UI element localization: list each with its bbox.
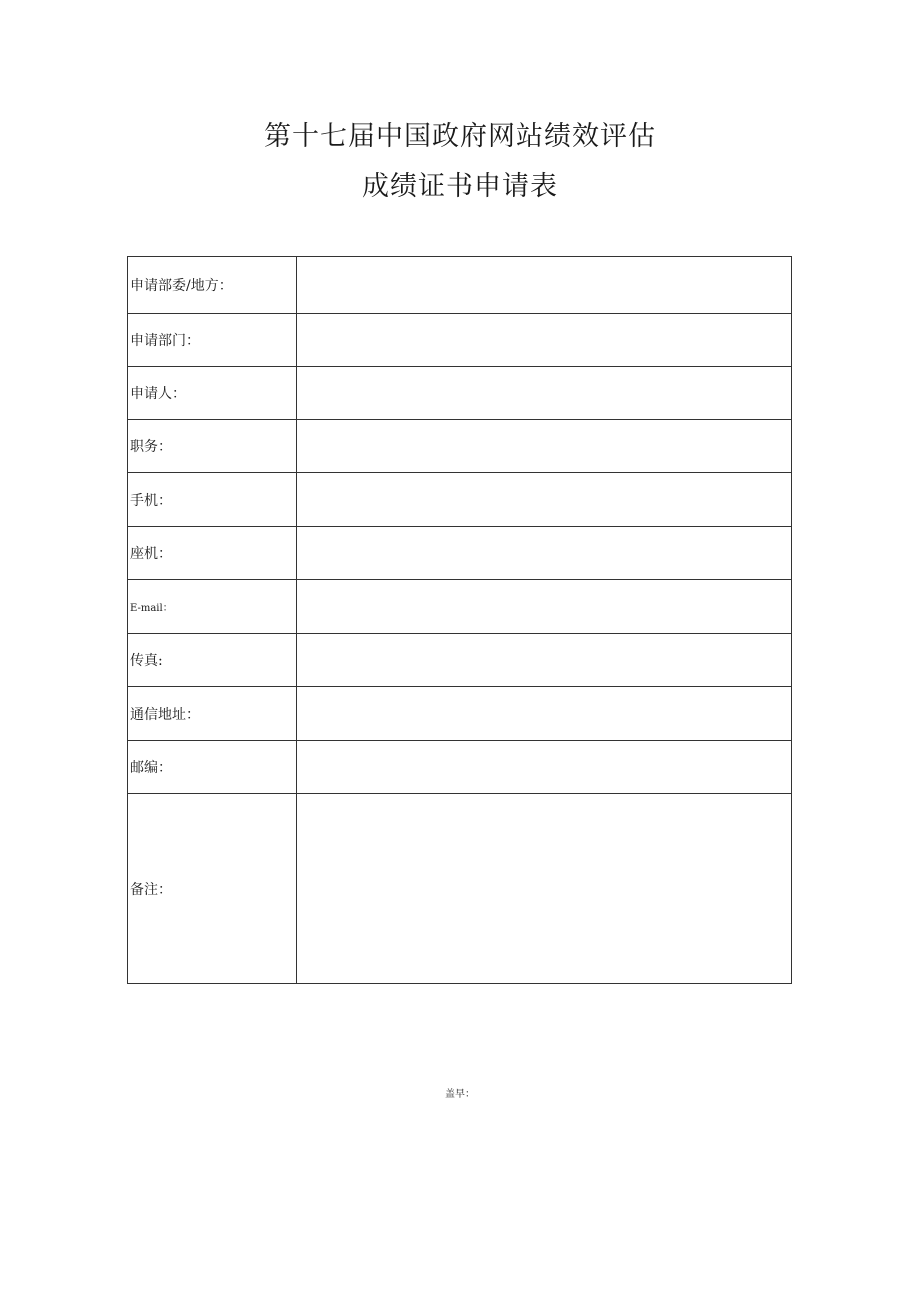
department-label: 申请部门： — [128, 314, 297, 367]
landline-label: 座机： — [128, 527, 297, 580]
position-label: 职务： — [128, 420, 297, 473]
position-field[interactable] — [299, 440, 791, 456]
title-line-1: 第十七届中国政府网站绩效评估 — [264, 121, 656, 152]
department-field[interactable] — [299, 334, 791, 350]
seal-label: 盖早： — [445, 1089, 475, 1100]
applicant-cell — [297, 367, 792, 420]
form-row-address — [128, 687, 792, 741]
ministry-label: 申请部委/地方： — [128, 257, 297, 314]
address-label: 通信地址： — [128, 687, 297, 741]
mobile-cell — [297, 473, 792, 527]
applicant-field[interactable] — [299, 387, 791, 403]
form-row-department — [128, 314, 792, 367]
remarks-label: 备注： — [128, 794, 297, 984]
ministry-field[interactable] — [299, 279, 791, 295]
form-row-landline — [128, 527, 792, 580]
form-row-mobile — [128, 473, 792, 527]
form-row-position — [128, 420, 792, 473]
application-form-table — [127, 256, 792, 984]
mobile-label: 手机： — [128, 473, 297, 527]
address-field[interactable] — [299, 707, 791, 723]
postcode-field[interactable] — [299, 761, 791, 777]
email-label: E-mail： — [128, 580, 297, 634]
document-title — [0, 112, 920, 212]
postcode-cell — [297, 741, 792, 794]
mobile-field[interactable] — [299, 493, 791, 509]
form-row-ministry — [128, 257, 792, 314]
form-row-postcode — [128, 741, 792, 794]
form-row-remarks — [128, 794, 792, 984]
ministry-cell — [297, 257, 792, 314]
form-row-applicant — [128, 367, 792, 420]
remarks-field[interactable] — [299, 801, 791, 977]
department-cell — [297, 314, 792, 367]
postcode-label: 邮编： — [128, 741, 297, 794]
position-cell — [297, 420, 792, 473]
fax-cell — [297, 634, 792, 687]
landline-field[interactable] — [299, 547, 791, 563]
email-field[interactable] — [299, 600, 791, 616]
form-row-fax — [128, 634, 792, 687]
remarks-cell — [297, 794, 792, 984]
title-line-2: 成绩证书申请表 — [362, 171, 558, 202]
fax-field[interactable] — [299, 654, 791, 670]
landline-cell — [297, 527, 792, 580]
address-cell — [297, 687, 792, 741]
applicant-label: 申请人： — [128, 367, 297, 420]
fax-label: 传真: — [128, 634, 297, 687]
email-cell — [297, 580, 792, 634]
form-row-email — [128, 580, 792, 634]
